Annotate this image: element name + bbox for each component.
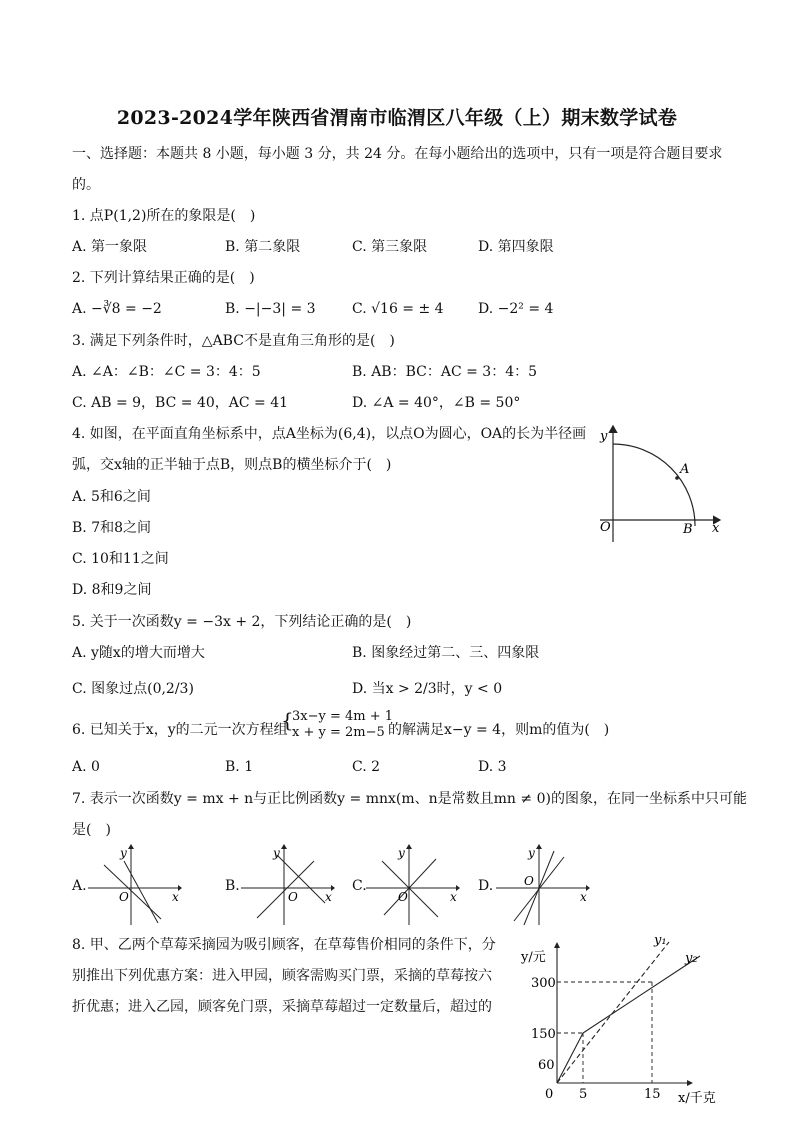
- q2-option-b[interactable]: B. −|−3| = 3: [225, 301, 316, 317]
- q1-stem: 1. 点P(1,2)所在的象限是( ): [72, 208, 256, 224]
- section-header: 一、选择题：本题共 8 小题，每小题 3 分，共 24 分。在每小题给出的选项中，只有一项是符合题目要求: [72, 146, 723, 162]
- q3-option-d[interactable]: D. ∠A = 40°，∠B = 50°: [352, 395, 521, 411]
- q7-option-b-label[interactable]: B.: [225, 878, 240, 894]
- q7-option-b-graph[interactable]: [239, 843, 335, 927]
- q8-figure: [515, 932, 730, 1107]
- y-label: y: [600, 429, 608, 444]
- x-label: x: [712, 521, 720, 536]
- ytick-150: 150: [531, 1027, 556, 1042]
- q1-option-a[interactable]: A. 第一象限: [72, 239, 148, 255]
- x-axis-label: x/千克: [678, 1091, 716, 1106]
- q3-option-a[interactable]: A. ∠A：∠B：∠C = 3：4：5: [72, 364, 261, 380]
- q7-option-d-label[interactable]: D.: [478, 878, 494, 894]
- y-axis-label: y/元: [521, 950, 546, 965]
- q7-option-c-graph[interactable]: [364, 843, 460, 927]
- section-header-cont: 的。: [72, 177, 100, 193]
- q5-stem: 5. 关于一次函数y = −3x + 2，下列结论正确的是( ): [72, 614, 412, 630]
- point-a-label: A: [680, 462, 690, 477]
- q6-stem-cont: 的解满足x−y = 4，则m的值为( ): [388, 722, 610, 738]
- q8-stem-line1: 8. 甲、乙两个草莓采摘园为吸引顾客，在草莓售价相同的条件下，分: [72, 937, 496, 953]
- x-label: x: [325, 890, 332, 904]
- y2-line: [557, 956, 700, 1083]
- q5-option-d[interactable]: D. 当x > 2/3时，y < 0: [352, 681, 503, 697]
- q4-option-a[interactable]: A. 5和6之间: [72, 489, 151, 505]
- y-label: y: [120, 846, 127, 860]
- origin-label: O: [119, 890, 129, 904]
- q3-option-b[interactable]: B. AB：BC：AC = 3：4：5: [352, 364, 538, 380]
- origin-label: O: [524, 874, 534, 888]
- q2-option-c[interactable]: C. √16 = ± 4: [352, 301, 444, 317]
- q4-stem-cont: 弧，交x轴的正半轴于点B，则点B的横坐标介于( ): [72, 457, 392, 473]
- point-a: [675, 476, 679, 480]
- q6-eq2: x + y = 2m−5: [292, 725, 385, 740]
- origin-label: O: [398, 890, 408, 904]
- x-label: x: [450, 890, 457, 904]
- q1-option-d[interactable]: D. 第四象限: [478, 239, 554, 255]
- y1-label: y₁: [654, 933, 667, 948]
- q5-option-c[interactable]: C. 图象过点(0,2/3): [72, 681, 194, 697]
- arc: [613, 444, 695, 526]
- y-label: y: [273, 846, 280, 860]
- q6-eq1: 3x−y = 4m + 1: [292, 709, 394, 724]
- x-label: x: [580, 890, 587, 904]
- ytick-60: 60: [538, 1058, 555, 1073]
- q4-option-d[interactable]: D. 8和9之间: [72, 582, 152, 598]
- q5-option-a[interactable]: A. y随x的增大而增大: [72, 645, 205, 661]
- q2-stem: 2. 下列计算结果正确的是( ): [72, 270, 255, 286]
- origin-label: O: [600, 520, 611, 535]
- q8-stem-line3: 折优惠；进入乙园，顾客免门票，采摘草莓超过一定数量后，超过的: [72, 999, 492, 1015]
- x-label: x: [172, 890, 179, 904]
- q4-figure: [590, 420, 730, 548]
- q7-option-d-graph[interactable]: [494, 843, 590, 927]
- xtick-0: 0: [545, 1087, 554, 1102]
- q6-option-c[interactable]: C. 2: [352, 759, 381, 775]
- q7-option-a-label[interactable]: A.: [72, 878, 87, 894]
- q7-stem-cont: 是( ): [72, 822, 111, 838]
- q6-option-b[interactable]: B. 1: [225, 759, 254, 775]
- y2-label: y₂: [685, 951, 698, 966]
- q6-stem: 6. 已知关于x，y的二元一次方程组: [72, 722, 288, 738]
- q4-option-c[interactable]: C. 10和11之间: [72, 551, 169, 567]
- q7-stem: 7. 表示一次函数y = mx + n与正比例函数y = mnx(m、n是常数且mn ≠ 0)的图象，在同一坐标系中只可能: [72, 791, 747, 807]
- q3-stem: 3. 满足下列条件时，△ABC不是直角三角形的是( ): [72, 333, 395, 349]
- point-b-label: B: [683, 522, 693, 537]
- q2-option-d[interactable]: D. −2² = 4: [478, 301, 554, 317]
- q2-option-a[interactable]: A. −∛8 = −2: [72, 301, 162, 317]
- q6-option-a[interactable]: A. 0: [72, 759, 100, 775]
- exam-title: 2023-2024学年陕西省渭南市临渭区八年级（上）期末数学试卷: [116, 107, 678, 129]
- q7-option-c-label[interactable]: C.: [352, 878, 367, 894]
- q4-stem: 4. 如图，在平面直角坐标系中，点A坐标为(6,4)，以点O为圆心，OA的长为半径画: [72, 426, 587, 442]
- y-label: y: [398, 846, 405, 860]
- q3-option-c[interactable]: C. AB = 9，BC = 40，AC = 41: [72, 395, 289, 411]
- ytick-300: 300: [531, 976, 556, 991]
- q6-brace: {: [281, 708, 294, 732]
- q1-option-b[interactable]: B. 第二象限: [225, 239, 301, 255]
- origin-label: O: [288, 890, 298, 904]
- y-label: y: [528, 846, 535, 860]
- q6-option-d[interactable]: D. 3: [478, 759, 507, 775]
- q4-option-b[interactable]: B. 7和8之间: [72, 520, 152, 536]
- q1-option-c[interactable]: C. 第三象限: [352, 239, 428, 255]
- xtick-15: 15: [644, 1087, 661, 1102]
- q8-stem-line2: 别推出下列优惠方案：进入甲园，顾客需购买门票，采摘的草莓按六: [72, 968, 492, 984]
- q7-option-a-graph[interactable]: [86, 843, 182, 927]
- q5-option-b[interactable]: B. 图象经过第二、三、四象限: [352, 645, 540, 661]
- xtick-5: 5: [579, 1087, 588, 1102]
